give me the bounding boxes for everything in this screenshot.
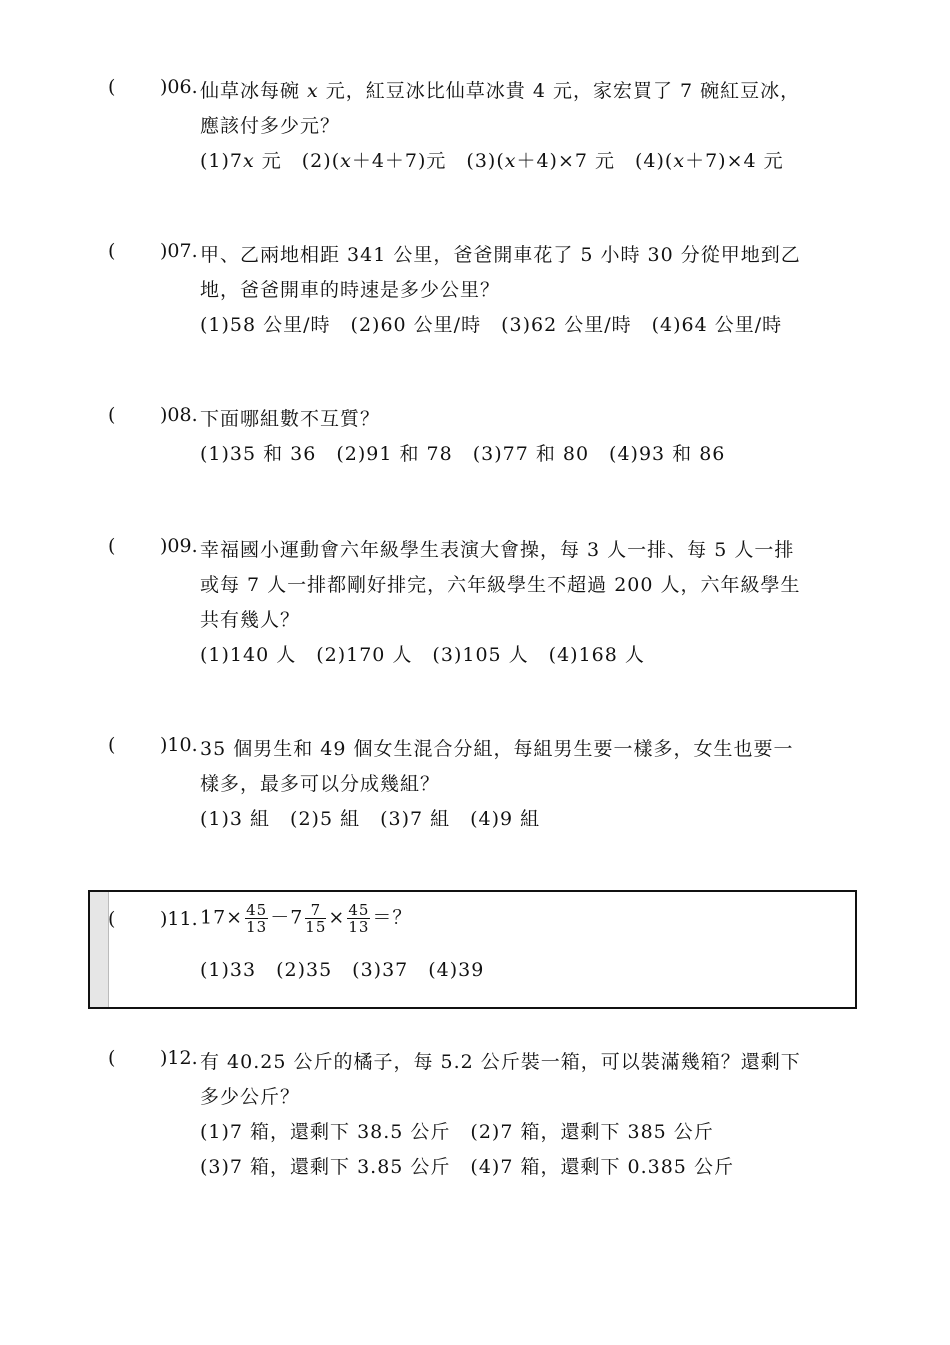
answer-paren-open: ( [108, 240, 116, 262]
question-stem: 35 個男生和 49 個女生混合分組，每組男生要一樣多，女生也要一 [200, 738, 794, 760]
question-stem: 仙草冰每碗 x 元，紅豆冰比仙草冰貴 4 元，家宏買了 7 碗紅豆冰， [200, 80, 801, 102]
question-number: )09. [160, 535, 198, 557]
math-expression: 17× $\frac{45}{13}$ －7 $\frac{7}{15}$ × $\frac{45}{13}$ ＝？ [200, 901, 413, 936]
fraction-7-15: $\frac{7}{15}$ [305, 901, 327, 936]
question-stem-line2: 樣多，最多可以分成幾組？ [200, 773, 441, 795]
answer-options: (1)7x 元 (2)(x＋4＋7)元 (3)(x＋4)×7 元 (4)(x＋7)×4 元 [200, 150, 784, 172]
question-stem-line3: 共有幾人？ [200, 609, 301, 631]
answer-paren-open: ( [108, 404, 116, 426]
answer-paren-open: ( [108, 535, 116, 557]
answer-options: (1)140 人 (2)170 人 (3)105 人 (4)168 人 [200, 644, 645, 666]
answer-paren-open: ( [108, 734, 116, 756]
question-number: )10. [160, 734, 198, 756]
question-stem-line2: 應該付多少元？ [200, 115, 341, 137]
answer-paren-open: ( [108, 1047, 116, 1069]
question-number: )06. [160, 76, 198, 98]
question-stem: 有 40.25 公斤的橘子，每 5.2 公斤裝一箱，可以裝滿幾箱？還剩下 [200, 1051, 801, 1073]
answer-paren-open: ( [108, 76, 116, 98]
answer-options-row1: (1)7 箱，還剩下 38.5 公斤 (2)7 箱，還剩下 385 公斤 [200, 1121, 714, 1143]
question-stem: 甲、乙兩地相距 341 公里，爸爸開車花了 5 小時 30 分從甲地到乙 [200, 244, 801, 266]
fraction-45-13-second: $\frac{45}{13}$ [348, 901, 370, 936]
answer-options: (1)3 組 (2)5 組 (3)7 組 (4)9 組 [200, 808, 541, 830]
answer-options: (1)33 (2)35 (3)37 (4)39 [200, 959, 485, 981]
answer-paren-open: ( [108, 908, 116, 930]
question-number: )07. [160, 240, 198, 262]
answer-options: (1)58 公里/時 (2)60 公里/時 (3)62 公里/時 (4)64 公里/時 [200, 314, 783, 336]
question-stem-line2: 或每 7 人一排都剛好排完，六年級學生不超過 200 人，六年級學生 [200, 574, 801, 596]
question-number: )12. [160, 1047, 198, 1069]
question-stem: 下面哪組數不互質？ [200, 408, 381, 430]
box-side-bar [90, 892, 109, 1007]
question-number: )08. [160, 404, 198, 426]
question-stem-line2: 地，爸爸開車的時速是多少公里？ [200, 279, 501, 301]
question-stem: 幸福國小運動會六年級學生表演大會操，每 3 人一排、每 5 人一排 [200, 539, 795, 561]
question-stem-line2: 多少公斤？ [200, 1086, 301, 1108]
question-number: )11. [160, 908, 198, 930]
fraction-45-13: $\frac{45}{13}$ [246, 901, 268, 936]
answer-options-row2: (3)7 箱，還剩下 3.85 公斤 (4)7 箱，還剩下 0.385 公斤 [200, 1156, 734, 1178]
answer-options: (1)35 和 36 (2)91 和 78 (3)77 和 80 (4)93 和 86 [200, 443, 726, 465]
